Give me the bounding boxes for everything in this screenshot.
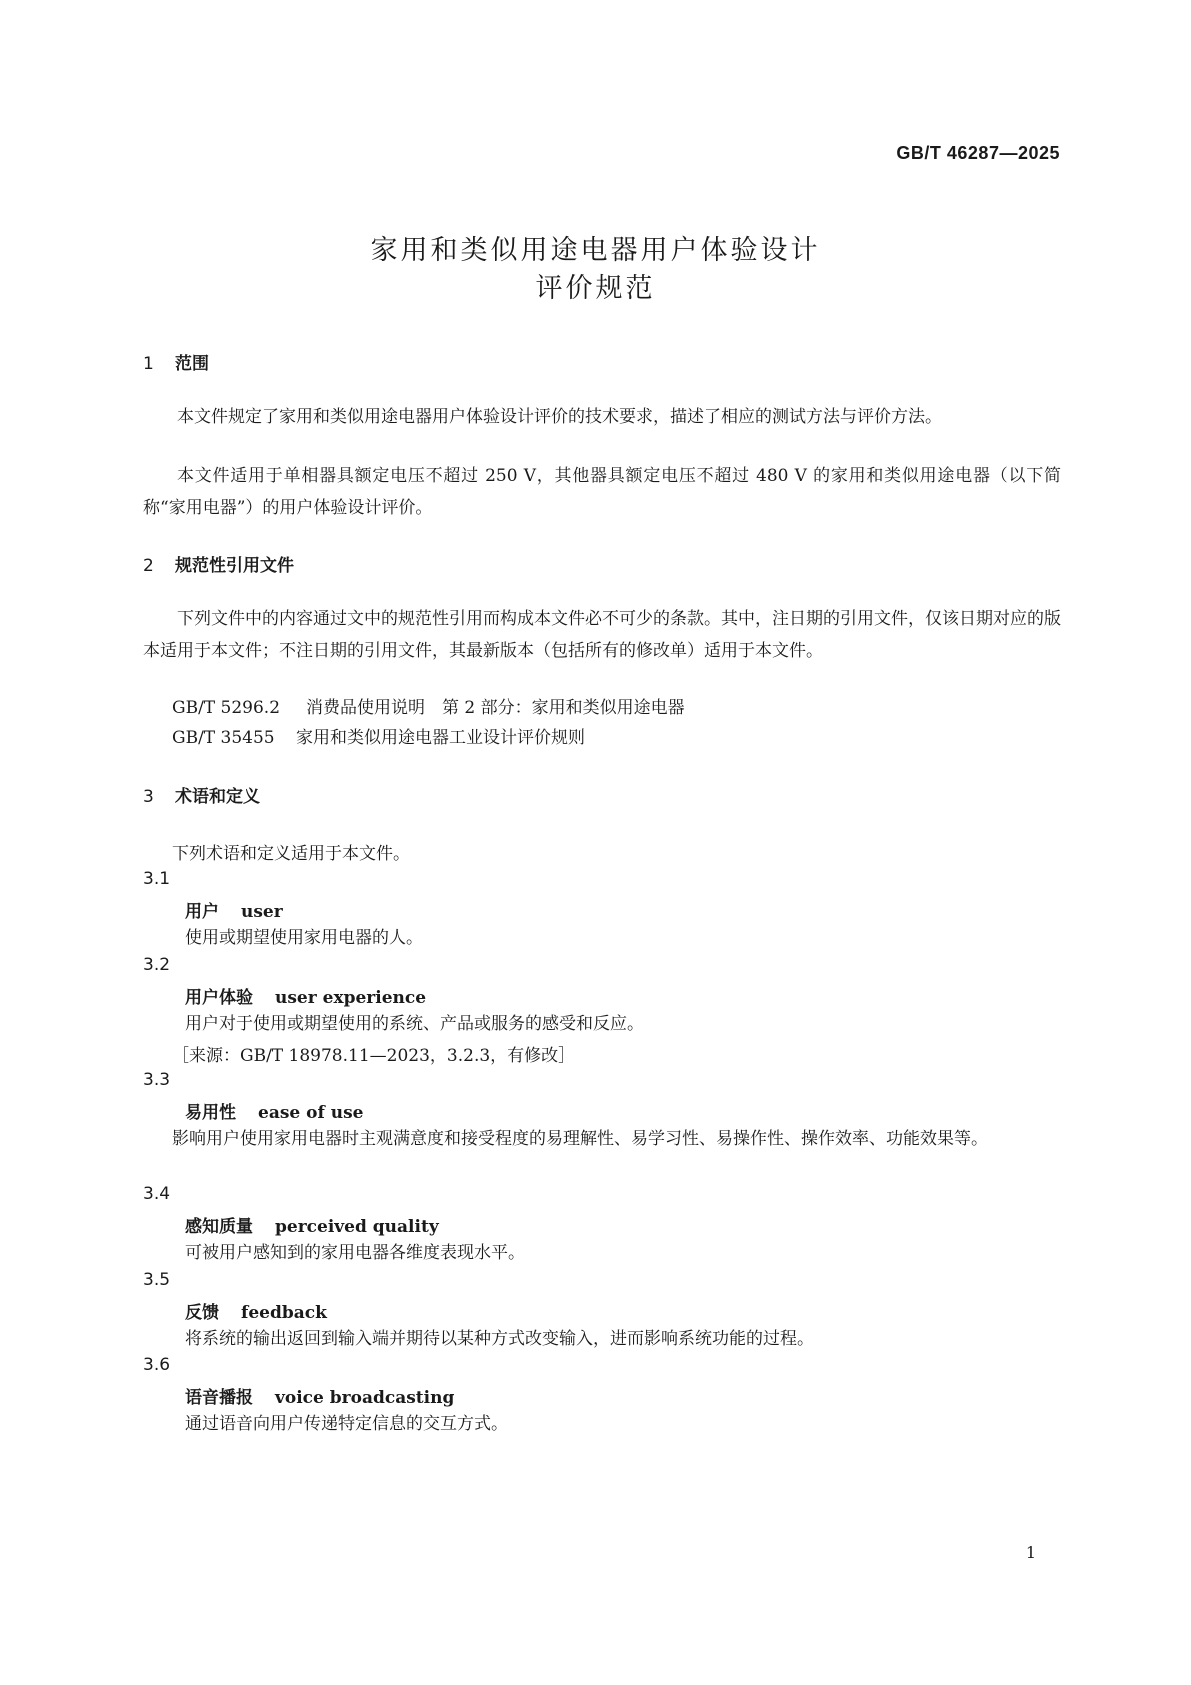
section-number: 1 bbox=[143, 354, 154, 374]
section-heading-scope bbox=[143, 349, 209, 374]
reference-code: GB/T 35455 bbox=[172, 728, 275, 748]
term-english: ease of use bbox=[258, 1103, 364, 1123]
scope-paragraph-1: 本文件规定了家用和类似用途电器用户体验设计评价的技术要求，描述了相应的测试方法与评价方法。 bbox=[177, 407, 942, 427]
term-name bbox=[185, 983, 426, 1008]
term-chinese: 用户 bbox=[185, 902, 219, 922]
term-number: 3.2 bbox=[143, 955, 171, 975]
term-source: ［来源：GB/T 18978.11—2023，3.2.3，有修改］ bbox=[172, 1046, 576, 1066]
document-title-line2: 评价规范 bbox=[535, 273, 656, 304]
term-number: 3.5 bbox=[143, 1270, 171, 1290]
standard-code: GB/T 46287—2025 bbox=[896, 143, 1060, 163]
term-chinese: 用户体验 bbox=[185, 988, 253, 1008]
page-number: 1 bbox=[1025, 1543, 1036, 1562]
term-english: user bbox=[241, 902, 283, 922]
term-chinese: 语音播报 bbox=[185, 1388, 253, 1408]
section-title: 范围 bbox=[175, 354, 209, 374]
reference-title: 家用和类似用途电器工业设计评价规则 bbox=[296, 728, 585, 748]
reference-item bbox=[172, 693, 685, 718]
section-heading-terms bbox=[143, 782, 260, 807]
term-definition: 通过语音向用户传递特定信息的交互方式。 bbox=[185, 1414, 508, 1434]
term-name bbox=[185, 897, 283, 922]
terms-intro: 下列术语和定义适用于本文件。 bbox=[172, 844, 410, 864]
document-title-line1: 家用和类似用途电器用户体验设计 bbox=[370, 235, 821, 266]
section-heading-normative-references bbox=[143, 551, 294, 576]
term-english: voice broadcasting bbox=[275, 1388, 455, 1408]
term-chinese: 反馈 bbox=[185, 1303, 219, 1323]
section-number: 2 bbox=[143, 556, 154, 576]
term-chinese: 感知质量 bbox=[185, 1217, 253, 1237]
reference-title: 消费品使用说明 第 2 部分：家用和类似用途电器 bbox=[306, 698, 685, 718]
section-title: 术语和定义 bbox=[175, 787, 260, 807]
term-definition: 可被用户感知到的家用电器各维度表现水平。 bbox=[185, 1243, 525, 1263]
term-definition: 影响用户使用家用电器时主观满意度和接受程度的易理解性、易学习性、易操作性、操作效率、功能效果等。 bbox=[172, 1129, 988, 1149]
term-name bbox=[185, 1298, 327, 1323]
term-definition: 用户对于使用或期望使用的系统、产品或服务的感受和反应。 bbox=[185, 1014, 644, 1034]
references-intro-paragraph: 下列文件中的内容通过文中的规范性引用而构成本文件必不可少的条款。其中，注日期的引用文件，仅该日期对应的版本适用于本文件；不注日期的引用文件，其最新版本（包括所有的修改单）适用于本文件。 bbox=[143, 609, 1061, 661]
term-english: feedback bbox=[241, 1303, 327, 1323]
term-name bbox=[185, 1383, 454, 1408]
term-number: 3.1 bbox=[143, 869, 171, 889]
term-chinese: 易用性 bbox=[185, 1103, 236, 1123]
term-english: user experience bbox=[275, 988, 427, 1008]
term-number: 3.4 bbox=[143, 1184, 171, 1204]
term-english: perceived quality bbox=[275, 1217, 439, 1237]
section-number: 3 bbox=[143, 787, 154, 807]
term-number: 3.3 bbox=[143, 1070, 171, 1090]
reference-code: GB/T 5296.2 bbox=[172, 698, 281, 718]
reference-item bbox=[172, 723, 585, 748]
scope-paragraph-2: 本文件适用于单相器具额定电压不超过 250 V，其他器具额定电压不超过 480 V 的家用和类似用途电器（以下简称“家用电器”）的用户体验设计评价。 bbox=[143, 466, 1061, 518]
term-name bbox=[185, 1212, 439, 1237]
section-title: 规范性引用文件 bbox=[175, 556, 294, 576]
term-number: 3.6 bbox=[143, 1355, 171, 1375]
term-definition: 使用或期望使用家用电器的人。 bbox=[185, 928, 423, 948]
term-name bbox=[185, 1098, 363, 1123]
term-definition: 将系统的输出返回到输入端并期待以某种方式改变输入，进而影响系统功能的过程。 bbox=[185, 1329, 814, 1349]
